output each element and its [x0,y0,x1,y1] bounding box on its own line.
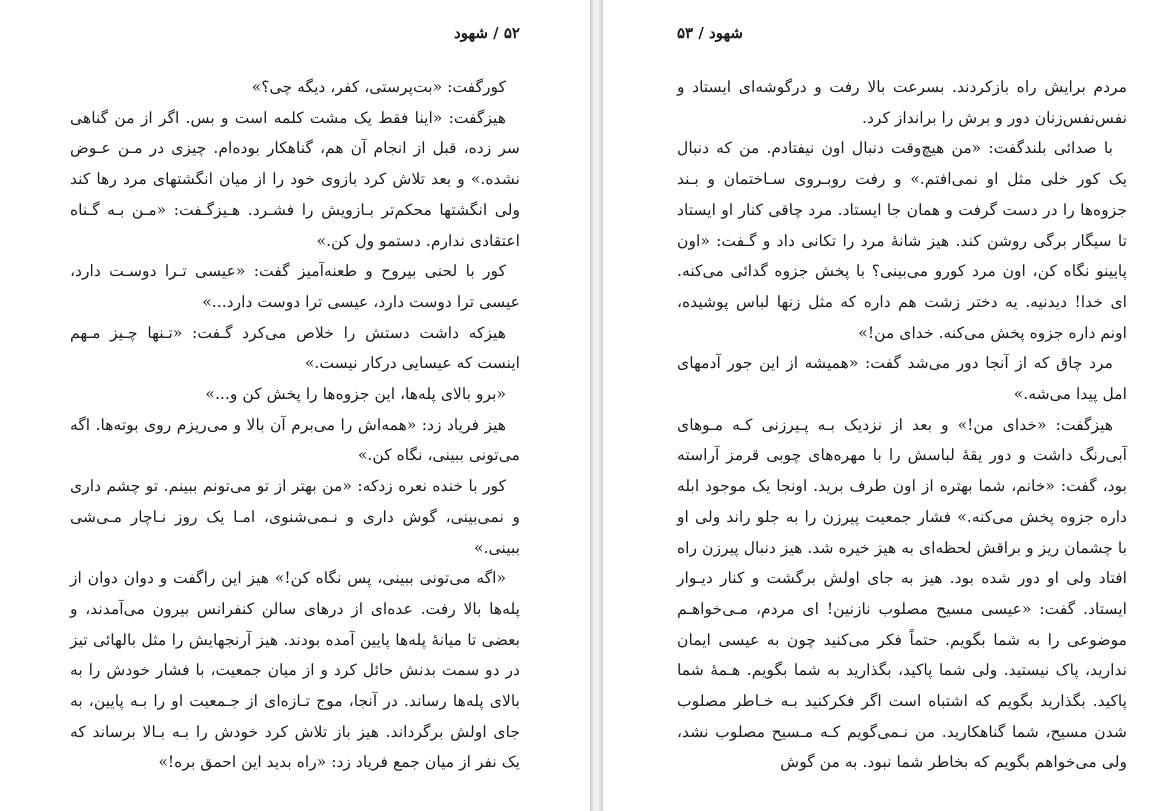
paragraph: با صدائی بلندگفت: «من هیچ‌وقت دنبال اون نیفتادم. من که دنبال یک کور خلی مثل او نمی‌افتم.» و رفت روبـروی سـاختمان و بـند جزوه‌ها را در دست گرفت و همان جا ایستاد. مرد چاقی کنار او ایستاد تا سیگار برگی روشن کند. هیز شانهٔ مرد را تکانی داد و گـفت: «اون پایینو نگاه کن، اون مرد کورو می‌بینی؟ با پخش جزوه گدائی می‌کنه. ای خدا! دیدنیه. یه دختر زشت هم داره که مثل زنها لباس پوشیده، اونم داره جزوه پخش می‌کنه. خدای من!» [677,139,1127,342]
paragraph: هیزکه داشت دستش را خلاص می‌کرد گـفت: «تـنها چـیز مـهم اینست که عیسایی درکار نیست.» [70,323,520,373]
paragraph: هیزگفت: «اینا فقط یک مشت کلمه است و بس. اگر از من گناهی سر زده، قبل از انجام آن هم، گناهکار بوده‌ام. چیزی در مـن عـوض نشده.» و بعد تلاش کرد بازوی خود را از میان انگشتهای مرد رها کند ولی انگشتها محکم‌تر بـازویش را فشـرد. هـیزگـفت: «مـن بـه گـناه اعتقادی ندارم. دستمو ول کن.» [70,108,520,250]
paragraph: «برو بالای پله‌ها، این جزوه‌ها را پخش کن و...» [205,385,506,404]
paragraph: مرد چاق که از آنجا دور می‌شد گفت: «همیشه از این جور آدمهای امل پیدا می‌شه.» [677,354,1127,404]
right-page-body [677,72,1127,778]
paragraph: هیز فریاد زد: «همه‌اش را می‌برم آن بالا و می‌ریزم روی بوته‌ها. اگه می‌تونی ببینی، نگاه کن.» [70,415,520,465]
left-page-header: ۵۲ / شهود [454,24,520,42]
right-page [603,0,1176,811]
paragraph: کور با خنده نعره زدکه: «من بهتر از تو می‌تونم ببینم. تو چشم داری و نمی‌بینی، گوش داری و نـمی‌شنوی، امـا یک روز نـاچار مـی‌شی ببینی.» [70,477,520,557]
right-page-header: شهود / ۵۳ [677,24,743,42]
paragraph: هیزگفت: «خدای من!» و بعد از نزدیک بـه پـیرزنی کـه مـوهای آبی‌رنگ داشت و دور یقهٔ لباسش را با مهره‌های چوبی قرمز آراسته بود، گفت: «خانم، شما بهتره از اون طرف برید. اونجا یک موجود ابله داره جزوه پخش می‌کنه.» فشار جمعیت پیرزن را به جلو راند ولی او با چشمان ریز و براقش لحظه‌ای به هیز خیره شد. هیز دنبال پیرزن راه افتاد ولی او دور شده بود. هیز به جای اولش برگشت و کنار دیـوار ایستاد. گفت: «عیسی مسیح مصلوب نازنین! ای مردم، مـی‌خواهـم موضوعی را به شما بگویم. حتماً فکر می‌کنید چون به عیسی ایمان ندارید، پاک نیستید. ولی شما پاکید، بگذارید به شما بگویم. هـمهٔ شما پاکید. بگذارید بگویم که اشتباه است اگر فکرکنید بـه خـاطر مصلوب شدن مسیح، شما گناهکارید. من نـمی‌گویم کـه مـسیح مصلوب نشد، ولی می‌خواهم بگویم که بخاطر شما نبود. به من گوش [677,415,1127,772]
paragraph: کورگفت: «بت‌پرستی، کفر، دیگه چی؟» [251,78,506,96]
paragraph: مردم برایش راه بازکردند. بسرعت بالا رفت و درگوشه‌ای ایستاد و نفس‌نفس‌زنان دور و برش را برانداز کرد. [677,78,1127,127]
book-spine-gutter [590,0,603,811]
paragraph: کور با لحنی بیروح و طعنه‌آمیز گفت: «عیسی تـرا دوسـت دارد، عیسی ترا دوست دارد، عیسی ترا دوست دارد...» [70,262,520,311]
paragraph: «اگه می‌تونی ببینی، پس نگاه کن!» هیز این راگفت و دوان دوان از پله‌ها بالا رفت. عده‌ای از درهای سالن کنفرانس بیرون می‌آمدند، و بعضی تا میانهٔ پله‌ها پایین آمده بودند. هیز آرنجهایش را مثل بالهائی تیز در دو سمت بدنش حائل کرد و از میان جمعیت، با فشار خودش را به بالای پله‌ها رساند. در آنجا، موج تـازه‌ای از جـمعیت او را بـه پایین، به جای اولش برگرداند. هیز باز تلاش کرد خودش را بـه بـالا برساند که یک نفر از میان جمع فریاد زد: «راه بدید این احمق بره!» [70,569,520,772]
left-page-body [70,72,520,778]
